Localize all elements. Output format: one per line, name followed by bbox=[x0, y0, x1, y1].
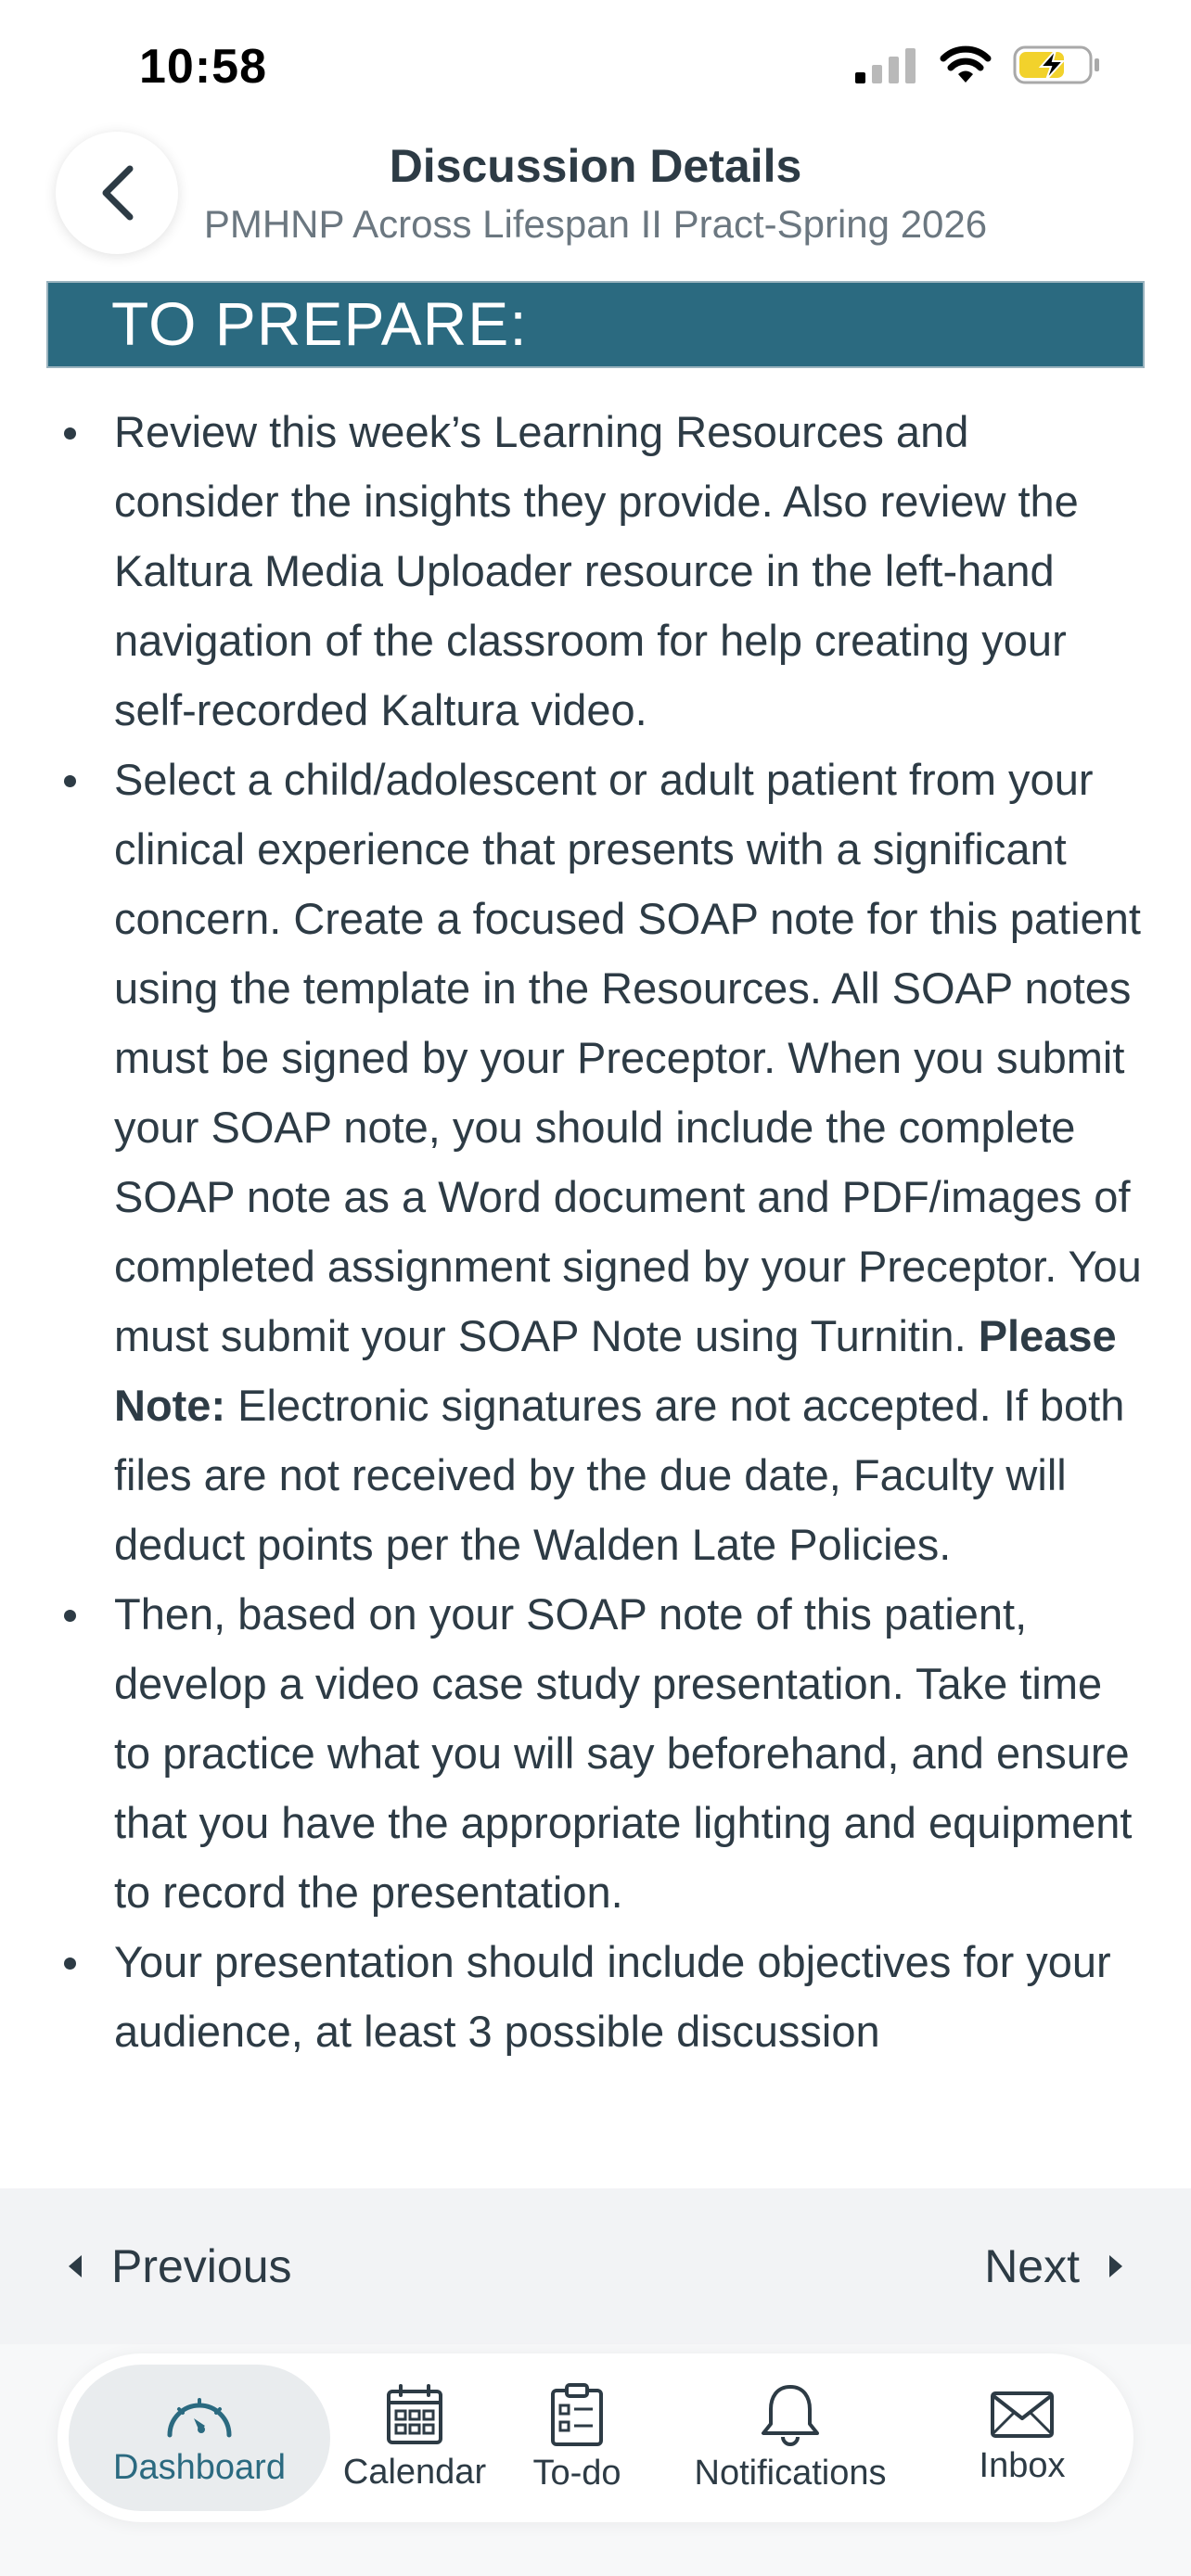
list-item-text: Review this week’s Learning Resources and consider the insights they provide. Also review the Kaltura Media Uploader resource in the left-hand navigation of the classroom for help creating your self-recorded Kaltura video. bbox=[114, 407, 1079, 734]
list-item bbox=[0, 397, 1191, 745]
list-item-text: Select a child/adolescent or adult patient from your clinical experience that presents with a significant concern. Create a focused SOAP note for this patient using the template in the Resources. All SOAP notes must be signed by your Preceptor. When you submit your SOAP note, you should include the complete SOAP note as a Word document and PDF/images of completed assignment signed by your Preceptor. You must submit your SOAP Note using Turnitin. bbox=[114, 755, 1142, 1360]
caret-right-icon bbox=[1108, 2253, 1124, 2279]
tab-label: Notifications bbox=[694, 2453, 887, 2493]
list-item-text: Then, based on your SOAP note of this patient, develop a video case study presentation. Take time to practice what you will say beforehand, and ensure that you have the appropriate lighting and equipment to record the presentation. bbox=[114, 1589, 1133, 1917]
section-heading: TO PREPARE: bbox=[111, 289, 528, 358]
dashboard-gauge-icon bbox=[164, 2389, 235, 2441]
please-note-text: Electronic signatures are not accepted. If both files are not received by the due date, Faculty will deduct points per the Walden Late Policies. bbox=[114, 1381, 1125, 1569]
instruction-list bbox=[0, 397, 1191, 2066]
section-banner bbox=[46, 281, 1145, 368]
signal-icon bbox=[855, 46, 918, 83]
tab-bar-area bbox=[0, 2344, 1191, 2576]
tab-dashboard[interactable] bbox=[69, 2365, 330, 2511]
next-label: Next bbox=[984, 2240, 1080, 2292]
tab-todo[interactable] bbox=[512, 2365, 642, 2511]
tab-inbox[interactable] bbox=[934, 2365, 1110, 2511]
calendar-icon bbox=[386, 2384, 443, 2445]
page-title: Discussion Details bbox=[389, 140, 802, 192]
list-item bbox=[0, 1927, 1191, 2066]
pager bbox=[0, 2188, 1191, 2344]
tab-bar bbox=[58, 2353, 1133, 2522]
tab-notifications[interactable] bbox=[660, 2365, 920, 2511]
bell-icon bbox=[760, 2383, 821, 2446]
list-item bbox=[0, 745, 1191, 1579]
next-button[interactable] bbox=[984, 2188, 1124, 2344]
previous-label: Previous bbox=[111, 2240, 292, 2292]
previous-button[interactable] bbox=[67, 2188, 292, 2344]
caret-left-icon bbox=[67, 2253, 83, 2279]
tab-label: To-do bbox=[532, 2453, 621, 2493]
discussion-content[interactable] bbox=[0, 278, 1191, 2188]
battery-charging-icon bbox=[1013, 45, 1102, 85]
tab-label: Dashboard bbox=[113, 2447, 286, 2487]
list-item-text: Your presentation should include objectives for your audience, at least 3 possible discussion bbox=[114, 1937, 1111, 2056]
tab-label: Calendar bbox=[342, 2452, 487, 2492]
tab-label: Inbox bbox=[979, 2445, 1066, 2485]
envelope-icon bbox=[990, 2391, 1055, 2439]
status-icons bbox=[855, 45, 1102, 85]
clipboard-icon bbox=[550, 2383, 604, 2446]
status-bar bbox=[0, 0, 1191, 130]
course-subtitle: PMHNP Across Lifespan II Pract-Spring 2026 bbox=[203, 202, 988, 246]
tab-calendar[interactable] bbox=[336, 2365, 493, 2511]
wifi-icon bbox=[939, 45, 992, 84]
header bbox=[0, 130, 1191, 278]
please-note-label: Please Note: bbox=[114, 1311, 1117, 1430]
list-item bbox=[0, 1579, 1191, 1927]
status-time: 10:58 bbox=[139, 40, 267, 94]
